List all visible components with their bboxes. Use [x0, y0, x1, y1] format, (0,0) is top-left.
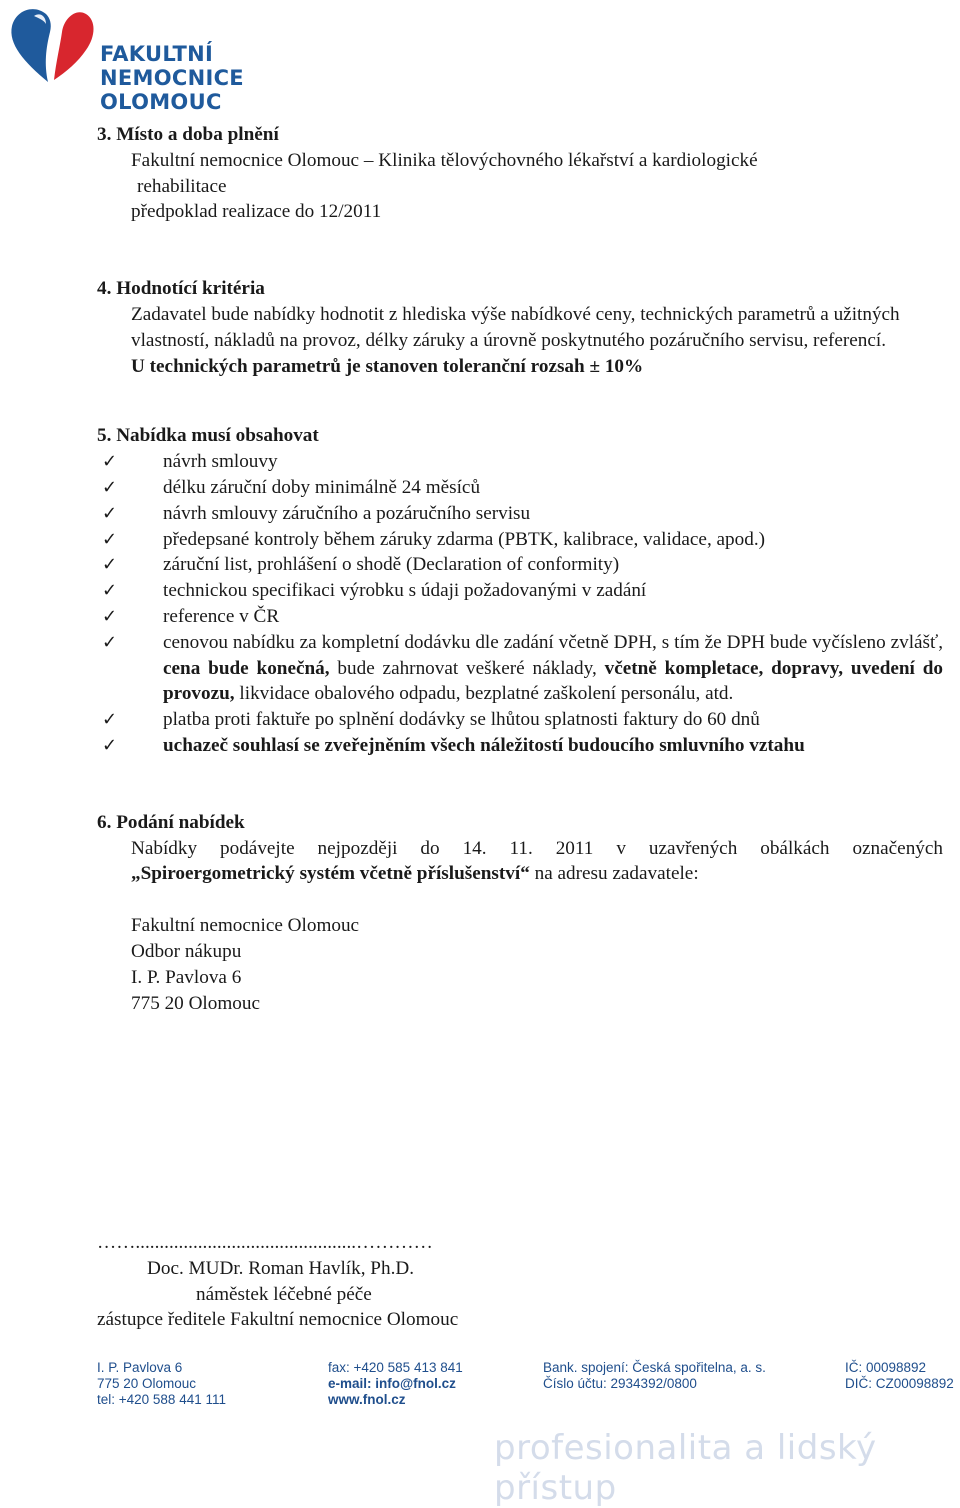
section6-title: 6. Podání nabídek [97, 811, 245, 833]
list-item [97, 733, 943, 759]
address-line: 775 20 Olomouc [131, 992, 260, 1014]
buyer-address [97, 913, 943, 1016]
footer-contact [328, 1360, 463, 1408]
list-item-text: délku záruční doby minimálně 24 měsíců [163, 476, 481, 498]
section5-title: 5. Nabídka musí obsahovat [97, 425, 319, 447]
checkmark-icon: ✓ [102, 476, 118, 498]
footer-account: Číslo účtu: 2934392/0800 [543, 1376, 697, 1391]
footer-street: I. P. Pavlova 6 [97, 1360, 183, 1375]
price-offer-text-2: bude zahrnovat veškeré náklady, [329, 657, 605, 679]
section4-text: Zadavatel bude nabídky hodnotit z hlediska výše nabídkové ceny, technických parametrů a užitných vlastností, nákladů na provoz, délky záruky a úrovně poskytnutého pozáručního servisu, referencí. [131, 303, 900, 351]
requirements-list [97, 449, 943, 759]
address-line: I. P. Pavlova 6 [131, 966, 242, 988]
list-item-text: záruční list, prohlášení o shodě (Declaration of conformity) [163, 554, 620, 576]
price-offer-text-3: likvidace obalového odpadu, bezplatné zaškolení personálu, atd. [234, 683, 734, 705]
list-item [97, 552, 943, 578]
section3-line3: předpoklad realizace do 12/2011 [131, 201, 382, 223]
section4-tolerance: U technických parametrů je stanoven toleranční rozsah ± 10% [131, 355, 644, 377]
footer-phone: tel: +420 588 441 111 [97, 1392, 226, 1407]
document-body [97, 122, 943, 1016]
heart-logo-icon [4, 2, 100, 88]
checkmark-icon: ✓ [102, 502, 118, 524]
address-line: Odbor nákupu [131, 940, 242, 962]
address-line: Fakultní nemocnice Olomouc [131, 915, 360, 937]
signature-block [97, 1230, 458, 1333]
checkmark-icon: ✓ [102, 451, 118, 473]
section6-line2-rest: na adresu zadavatele: [529, 863, 699, 885]
list-item-text: technickou specifikaci výrobku s údaji požadovanými v zadání [163, 580, 647, 602]
footer-slogan: profesionalita a lidský přístup [494, 1428, 877, 1508]
subject-name: „Spiroergometrický systém včetně příslušenství“ [131, 863, 530, 885]
list-item [97, 604, 943, 630]
list-item [97, 578, 943, 604]
footer-bank-name: Bank. spojení: Česká spořitelna, a. s. [543, 1360, 766, 1375]
section3-line1: Fakultní nemocnice Olomouc – Klinika tělovýchovného lékařství a kardiologické [131, 149, 758, 171]
list-item-text: předepsané kontroly během záruky zdarma (PBTK, kalibrace, validace, apod.) [163, 528, 766, 550]
section6-line2 [97, 861, 943, 887]
footer-address [97, 1360, 226, 1408]
list-item [97, 527, 943, 553]
footer-dic: DIČ: CZ00098892 [845, 1376, 954, 1391]
checkmark-icon: ✓ [102, 605, 118, 627]
signatory-role: náměstek léčebné péče [196, 1283, 372, 1305]
list-item [97, 707, 943, 733]
footer-fax: fax: +420 585 413 841 [328, 1360, 463, 1375]
checkmark-icon: ✓ [102, 734, 118, 756]
checkmark-icon: ✓ [102, 709, 118, 731]
list-item [97, 449, 943, 475]
logo-line1: FAKULTNÍ NEMOCNICE [100, 42, 244, 90]
section3-title: 3. Místo a doba plnění [97, 124, 279, 145]
footer-bank [543, 1360, 766, 1392]
price-offer-text-1: cenovou nabídku za kompletní dodávku dle zadání včetně DPH, s tím že DPH bude vyčísleno zvlášť, [163, 631, 943, 653]
price-offer-bold-1: cena bude konečná, [163, 657, 330, 679]
signature-dots: ……..............................................………… [97, 1232, 433, 1253]
footer-email: e-mail: info@fnol.cz [328, 1376, 456, 1391]
checkmark-icon: ✓ [102, 554, 118, 576]
price-offer-bold-2: včetně kompletace, dopravy, uvedení do provozu, [163, 657, 944, 705]
footer-ids [845, 1360, 954, 1392]
checkmark-icon: ✓ [102, 528, 118, 550]
list-item-text: návrh smlouvy [163, 451, 278, 473]
section6-line1: Nabídky podávejte nejpozději do 14. 11. 2011 v uzavřených obálkách označených [131, 837, 943, 859]
list-item-text: uchazeč souhlasí se zveřejněním všech náležitostí budoucího smluvního vztahu [163, 734, 805, 756]
footer-website: www.fnol.cz [328, 1392, 406, 1407]
section4-title: 4. Hodnotící kritéria [97, 278, 265, 300]
logo-line2: OLOMOUC [100, 90, 222, 114]
signatory-deputy: zástupce ředitele Fakultní nemocnice Olomouc [97, 1309, 459, 1331]
list-item-price-offer [97, 630, 943, 707]
list-item-text: platba proti faktuře po splnění dodávky se lhůtou splatnosti faktury do 60 dnů [163, 709, 760, 731]
footer-ic: IČ: 00098892 [845, 1360, 927, 1375]
checkmark-icon: ✓ [102, 631, 118, 653]
list-item-text: návrh smlouvy záručního a pozáručního servisu [163, 502, 531, 524]
list-item [97, 475, 943, 501]
list-item-text: reference v ČR [163, 605, 280, 627]
footer-city: 775 20 Olomouc [97, 1376, 197, 1391]
signatory-name: Doc. MUDr. Roman Havlík, Ph.D. [147, 1257, 415, 1279]
checkmark-icon: ✓ [102, 580, 118, 602]
hospital-logo [4, 2, 334, 114]
section3-line2: rehabilitace [137, 175, 227, 197]
list-item [97, 501, 943, 527]
